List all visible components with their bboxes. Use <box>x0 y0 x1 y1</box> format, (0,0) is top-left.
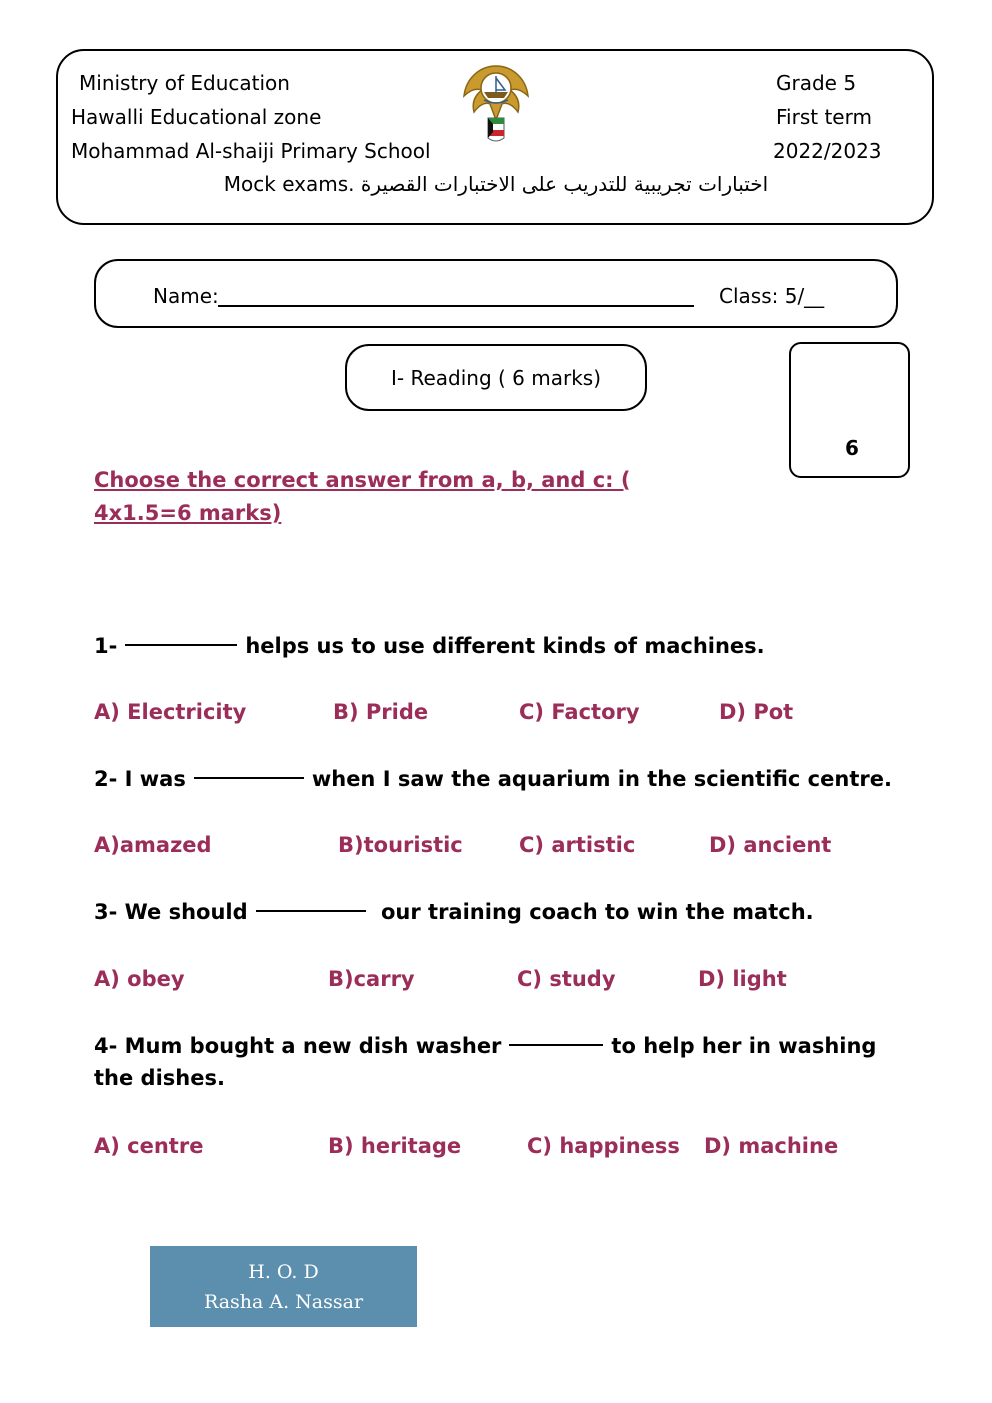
kuwait-emblem-icon <box>460 60 532 146</box>
option-4a[interactable]: A) centre <box>94 1134 204 1158</box>
answer-blank <box>125 644 237 646</box>
option-2c[interactable]: C) artistic <box>519 833 636 857</box>
section-title-box <box>345 344 647 411</box>
name-field[interactable] <box>218 305 694 307</box>
option-1a[interactable]: A) Electricity <box>94 700 247 724</box>
question-3-end: our training coach to win the match. <box>373 900 814 924</box>
option-2d[interactable]: D) ancient <box>709 833 832 857</box>
answer-blank <box>509 1044 603 1046</box>
option-2a[interactable]: A)amazed <box>94 833 212 857</box>
name-label: Name: <box>153 284 219 308</box>
question-3-start: 3- We should <box>94 900 248 924</box>
option-4b[interactable]: B) heritage <box>328 1134 462 1158</box>
question-1 <box>94 632 765 660</box>
answer-blank <box>194 777 304 779</box>
question-2-start: 2- I was <box>94 767 186 791</box>
question-2 <box>94 765 892 793</box>
class-label: Class: 5/__ <box>719 284 825 308</box>
option-2b[interactable]: B)touristic <box>338 833 463 857</box>
question-4-end: to help her in washing the dishes. <box>94 1034 877 1090</box>
section-title: I- Reading ( 6 marks) <box>390 365 602 390</box>
year-label: 2022/2023 <box>773 139 882 163</box>
question-4 <box>94 1030 904 1094</box>
question-1-end: helps us to use different kinds of machines. <box>245 634 765 658</box>
option-1d[interactable]: D) Pot <box>719 700 794 724</box>
option-3a[interactable]: A) obey <box>94 967 185 991</box>
question-3 <box>94 898 814 926</box>
option-1c[interactable]: C) Factory <box>519 700 640 724</box>
option-3d[interactable]: D) light <box>698 967 787 991</box>
hod-signature-box <box>150 1246 417 1327</box>
option-3c[interactable]: C) study <box>517 967 616 991</box>
term-label: First term <box>776 105 872 129</box>
instructions: Choose the correct answer from a, b, and c: ( 4x1.5=6 marks) <box>94 468 631 525</box>
option-4c[interactable]: C) happiness <box>527 1134 680 1158</box>
question-1-start: 1- <box>94 634 118 658</box>
school-label: Mohammad Al-shaiji Primary School <box>71 139 431 163</box>
grade-label: Grade 5 <box>776 71 857 95</box>
option-1b[interactable]: B) Pride <box>333 700 429 724</box>
hod-title: H. O. D <box>248 1260 319 1283</box>
hod-name: Rasha A. Nassar <box>203 1290 364 1313</box>
answer-blank <box>256 910 366 912</box>
question-4-start: 4- Mum bought a new dish washer <box>94 1034 502 1058</box>
marks-value: 6 <box>845 436 859 460</box>
zone-label: Hawalli Educational zone <box>71 105 322 129</box>
ministry-label: Ministry of Education <box>79 71 290 95</box>
option-3b[interactable]: B)carry <box>328 967 415 991</box>
question-2-end: when I saw the aquarium in the scientific centre. <box>311 767 892 791</box>
mock-exams-label: اختبارات تجريبية للتدريب على الاختبارات القصيرة .Mock exams <box>223 172 769 196</box>
option-4d[interactable]: D) machine <box>704 1134 839 1158</box>
